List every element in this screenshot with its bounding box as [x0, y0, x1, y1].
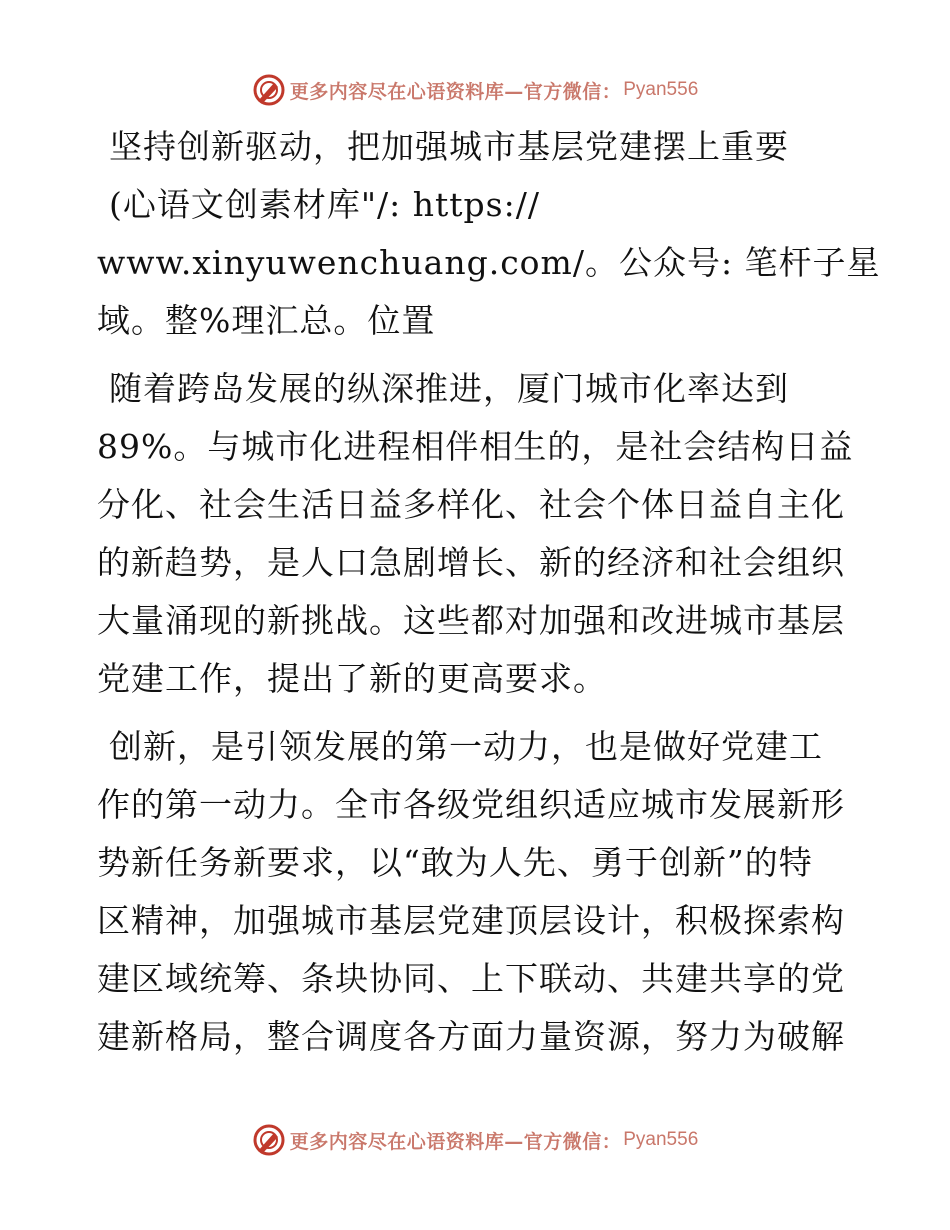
text-line: 建区域统筹、条块协同、上下联动、共建共享的党 [97, 959, 845, 998]
text-line: 域。整%理汇总。位置 [97, 301, 436, 340]
text-line: 创新，是引领发展的第一动力，也是做好党建工 [109, 727, 823, 766]
watermark-handle: Pyan556 [623, 1129, 699, 1150]
text-line: 作的第一动力。全市各级党组织适应城市发展新形 [97, 785, 845, 824]
text-line: 89%。与城市化进程相伴相生的，是社会结构日益 [97, 427, 854, 466]
watermark-text: 更多内容尽在心语资料库—官方微信： [289, 80, 622, 103]
watermark-handle: Pyan556 [623, 79, 699, 100]
text-line: 大量涌现的新挑战。这些都对加强和改进城市基层 [97, 601, 845, 640]
text-line: 区精神，加强城市基层党建顶层设计，积极探索构 [97, 901, 845, 940]
paragraph-3 [97, 718, 857, 1066]
pen-logo-icon [252, 1123, 286, 1157]
footer-watermark-banner [0, 1120, 950, 1160]
text-line: (心语文创素材库"/: https:// [109, 185, 540, 224]
text-line: 建新格局，整合调度各方面力量资源，努力为破解 [97, 1017, 845, 1056]
text-line: 随着跨岛发展的纵深推进，厦门城市化率达到 [109, 369, 789, 408]
paragraph-2 [97, 360, 857, 708]
text-line: www.xinyuwenchuang.com/。公众号: 笔杆子星 [97, 243, 881, 282]
document-body [97, 118, 881, 1066]
pen-logo-icon [252, 73, 286, 107]
text-line: 的新趋势，是人口急剧增长、新的经济和社会组织 [97, 543, 845, 582]
text-line: 坚持创新驱动，把加强城市基层党建摆上重要 [109, 127, 789, 166]
watermark-text: 更多内容尽在心语资料库—官方微信： [289, 1130, 622, 1153]
text-line: 分化、社会生活日益多样化、社会个体日益自主化 [97, 485, 845, 524]
text-line: 势新任务新要求，以“敢为人先、勇于创新”的特 [97, 843, 813, 882]
text-line: 党建工作，提出了新的更高要求。 [97, 659, 607, 698]
paragraph-1 [97, 118, 881, 350]
header-watermark-banner [0, 70, 950, 110]
